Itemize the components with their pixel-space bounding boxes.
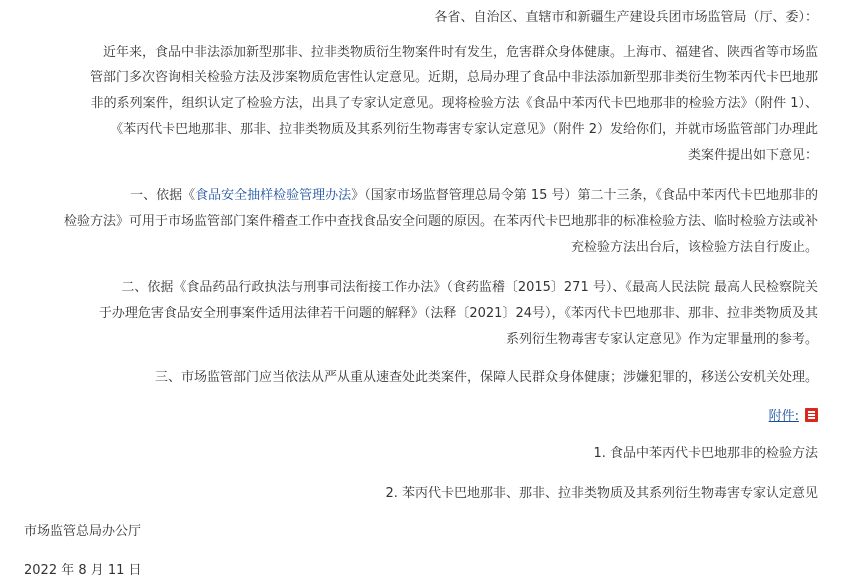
attachment-item-2[interactable]: 2. 苯丙代卡巴地那非、那非、拉非类物质及其系列衍生物毒害专家认定意见 xyxy=(385,486,818,501)
issue-date: 2022 年 8 月 11 日 xyxy=(24,563,142,578)
pdf-icon xyxy=(805,408,818,422)
regulation-link[interactable]: 食品安全抽样检验管理办法 xyxy=(195,188,352,203)
intro-line-3: 非的系列案件，组织认定了检验方法，出具了专家认定意见。现将检验方法《食品中苯丙代卡巴地那非的检验方法》（附件 1）、 xyxy=(90,96,818,111)
intro-line-4: 《苯丙代卡巴地那非、那非、拉非类物质及其系列衍生物毒害专家认定意见》（附件 2）发给你们，并就市场监管部门办理此 xyxy=(110,122,818,137)
item1-prefix: 一、依据《 xyxy=(130,188,196,203)
issuing-office: 市场监管总局办公厅 xyxy=(24,524,142,539)
attachments-label[interactable]: 附件: xyxy=(768,409,799,424)
item1-suffix: 》（国家市场监督管理总局令第 15 号）第二十三条，《食品中苯丙代卡巴地那非的 xyxy=(351,188,818,203)
intro-line-5: 类案件提出如下意见： xyxy=(687,148,818,163)
intro-line-2: 管部门多次咨询相关检验方法及涉案物质危害性认定意见。近期，总局办理了食品中非法添加新型那非类衍生物苯丙代卡巴地那 xyxy=(89,70,818,85)
item2-line-1: 二、依据《食品药品行政执法与刑事司法衔接工作办法》（食药监稽〔2015〕271 号）、《最高人民法院 最高人民检察院关 xyxy=(121,280,818,295)
item2-line-2: 于办理危害食品安全刑事案件适用法律若干问题的解释》（法释〔2021〕24号），《苯丙代卡巴地那非、那非、拉非类物质及其 xyxy=(98,306,818,321)
attachments-header xyxy=(769,405,818,424)
item1-line-1 xyxy=(18,188,818,204)
attachment-item-1[interactable]: 1. 食品中苯丙代卡巴地那非的检验方法 xyxy=(593,446,818,461)
item1-line-2: 检验方法》可用于市场监管部门案件稽查工作中查找食品安全问题的原因。在苯丙代卡巴地那非的标准检验方法、临时检验方法或补 xyxy=(63,214,818,229)
item1-line-3: 充检验方法出台后，该检验方法自行废止。 xyxy=(570,240,818,255)
intro-line-1: 近年来，食品中非法添加新型那非、拉非类物质衍生物案件时有发生，危害群众身体健康。上海市、福建省、陕西省等市场监 xyxy=(102,45,818,60)
item2-line-3: 系列衍生物毒害专家认定意见》作为定罪量刑的参考。 xyxy=(505,332,818,347)
item3-line: 三、市场监管部门应当依法从严从重从速查处此类案件，保障人民群众身体健康；涉嫌犯罪的，移送公安机关处理。 xyxy=(154,370,818,385)
salutation: 各省、自治区、直辖市和新疆生产建设兵团市场监管局（厅、委）： xyxy=(434,10,818,25)
